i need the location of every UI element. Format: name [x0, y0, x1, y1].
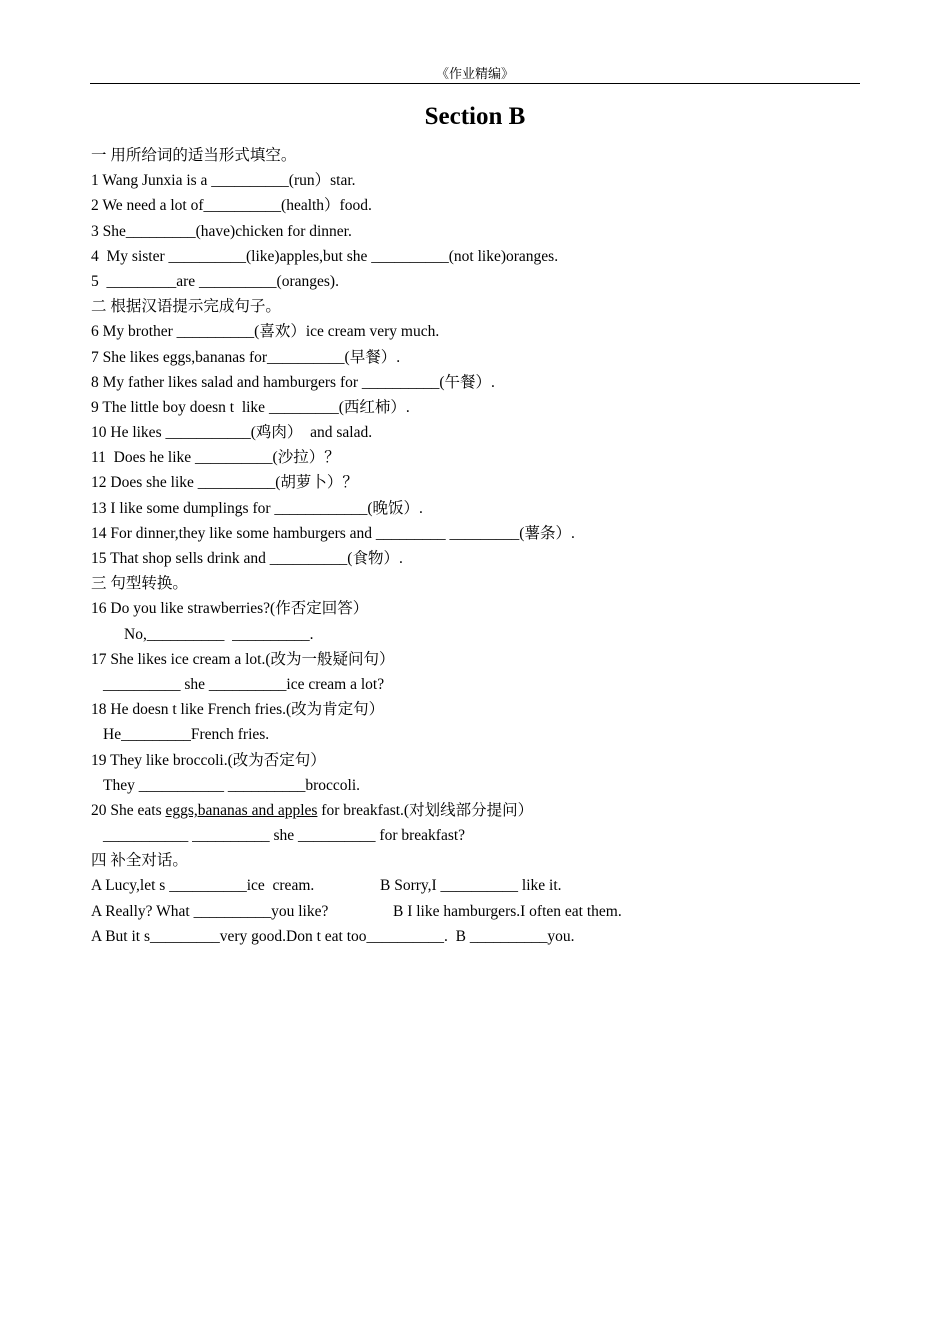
- dialogue-line-2: [91, 899, 861, 925]
- question-1: 1 Wang Junxia is a __________(run）star.: [91, 172, 356, 190]
- question-5: 5 _________are __________(oranges).: [91, 272, 339, 290]
- question-19-answer: They ___________ __________broccoli.: [103, 776, 361, 794]
- question-9: 9 The little boy doesn t like _________(西红柿）.: [91, 398, 410, 416]
- question-11: 11 Does he like __________(沙拉）？: [91, 449, 340, 467]
- question-16-answer: No,__________ __________.: [124, 625, 314, 643]
- section-2-heading: 二 根据汉语提示完成句子。: [91, 298, 281, 316]
- question-16: 16 Do you like strawberries?(作否定回答）: [91, 600, 369, 618]
- question-7: 7 She likes eggs,bananas for__________(早餐）.: [91, 348, 401, 366]
- worksheet-content: [91, 143, 861, 950]
- question-2: 2 We need a lot of__________(health）food.: [91, 197, 372, 215]
- section-4-heading: 四 补全对话。: [91, 852, 188, 870]
- question-13: 13 I like some dumplings for ____________(晚饭）.: [91, 499, 423, 517]
- header-rule: [90, 83, 860, 84]
- question-17: 17 She likes ice cream a lot.(改为一般疑问句）: [91, 650, 395, 668]
- question-4: 4 My sister __________(like)apples,but she __________(not like)oranges.: [91, 247, 559, 265]
- question-20: [91, 798, 861, 823]
- question-8: 8 My father likes salad and hamburgers for __________(午餐）.: [91, 373, 495, 391]
- question-20-suffix: for breakfast.(对划线部分提问）: [317, 801, 534, 819]
- question-3: 3 She_________(have)chicken for dinner.: [91, 222, 352, 240]
- question-20-prefix: 20 She eats: [91, 801, 166, 819]
- dialogue-2-a: A Really? What __________you like?: [91, 902, 329, 920]
- page-title: Section B: [424, 103, 526, 130]
- dialogue-2-b: B I like hamburgers.I often eat them.: [393, 902, 622, 920]
- question-12: 12 Does she like __________(胡萝卜）？: [91, 474, 358, 492]
- question-18-answer: He_________French fries.: [103, 726, 270, 744]
- dialogue-line-3: A But it s_________very good.Don t eat too__________. B __________you.: [91, 928, 575, 946]
- dialogue-line-1: [91, 873, 861, 899]
- question-20-underlined: eggs,bananas and apples: [165, 801, 318, 819]
- dialogue-1-a: A Lucy,let s __________ice cream.: [91, 877, 315, 895]
- question-17-answer: __________ she __________ice cream a lot?: [103, 675, 385, 693]
- question-19: 19 They like broccoli.(改为否定句）: [91, 751, 326, 769]
- question-20-answer: ___________ __________ she __________ for breakfast?: [103, 827, 466, 845]
- question-14: 14 For dinner,they like some hamburgers and _________ _________(薯条）.: [91, 524, 575, 542]
- page-header: 《作业精编》: [435, 66, 514, 81]
- dialogue-1-b: B Sorry,I __________ like it.: [380, 877, 562, 895]
- question-6: 6 My brother __________(喜欢）ice cream very much.: [91, 323, 440, 341]
- section-3-heading: 三 句型转换。: [91, 575, 188, 593]
- question-18: 18 He doesn t like French fries.(改为肯定句）: [91, 701, 385, 719]
- question-15: 15 That shop sells drink and __________(食物）.: [91, 550, 403, 567]
- question-10: 10 He likes ___________(鸡肉） and salad.: [91, 424, 373, 442]
- section-1-heading: 一 用所给词的适当形式填空。: [91, 147, 297, 164]
